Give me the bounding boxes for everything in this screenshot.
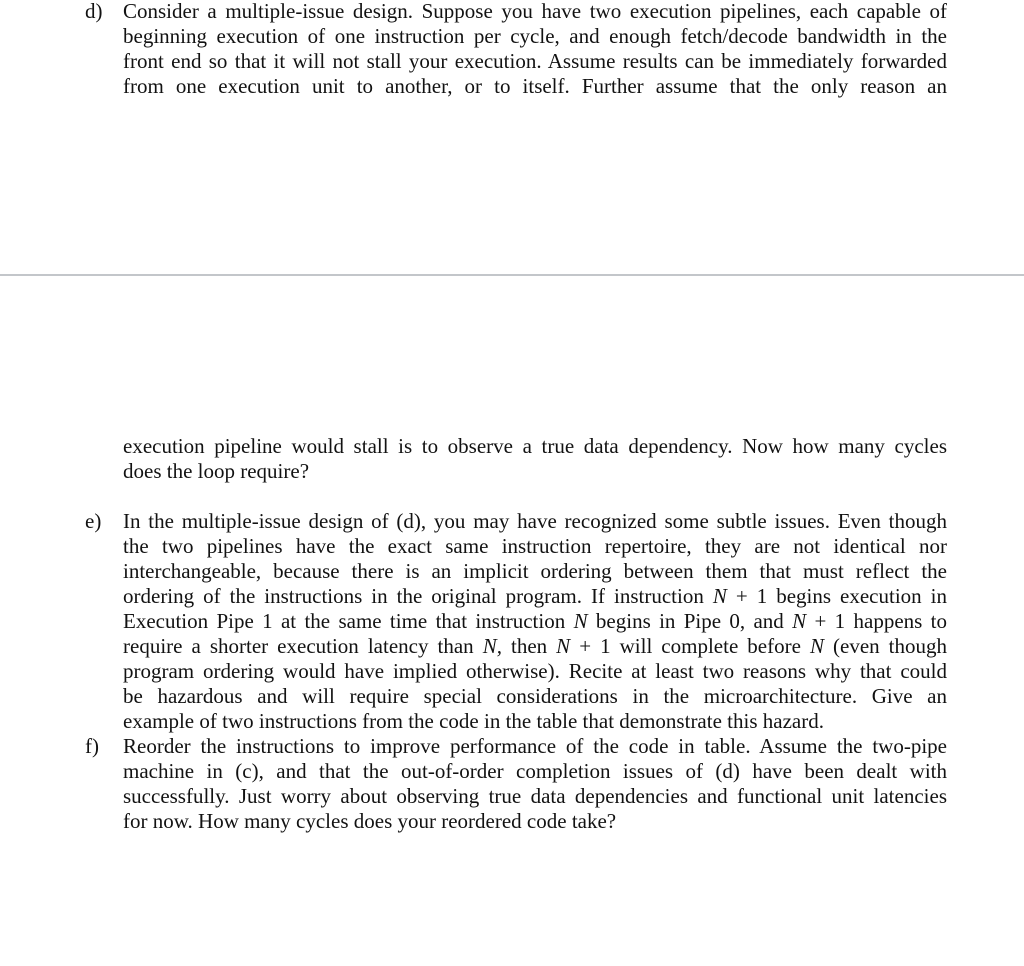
text-line: front end so that it will not stall your execution. Assume results can be immediately forwarded [123,49,947,73]
text-line: be hazardous and will require special considerations in the microarchitecture. Give an [123,684,947,708]
item-text [123,434,947,484]
text-line: from one execution unit to another, or to itself. Further assume that the only reason an [123,74,947,98]
text-line: ordering of the instructions in the original program. If instruction N + 1 begins execution in [123,584,947,608]
text-line: execution pipeline would stall is to observe a true data dependency. Now how many cycles [123,434,947,458]
text-line: beginning execution of one instruction per cycle, and enough fetch/decode bandwidth in the [123,24,947,48]
text-line: Reorder the instructions to improve performance of the code in table. Assume the two-pipe [123,734,947,758]
question-item-e [85,509,947,734]
page-bottom-region [85,434,947,834]
item-text [123,734,947,834]
text-line: successfully. Just worry about observing true data dependencies and functional unit latencies [123,784,947,808]
text-line: require a shorter execution latency than N, then N + 1 will complete before N (even though [123,634,947,658]
text-line: program ordering would have implied otherwise). Recite at least two reasons why that could [123,659,947,683]
page-separator-line [0,274,1024,276]
text-line: Consider a multiple-issue design. Suppose you have two execution pipelines, each capable of [123,0,947,23]
item-label: f) [85,734,99,758]
text-line: machine in (c), and that the out-of-order completion issues of (d) have been dealt with [123,759,947,783]
text-line: Execution Pipe 1 at the same time that instruction N begins in Pipe 0, and N + 1 happens to [123,609,947,633]
item-text [123,0,947,99]
question-item-d-part2 [85,434,947,484]
text-line: In the multiple-issue design of (d), you may have recognized some subtle issues. Even though [123,509,947,533]
item-text [123,509,947,734]
text-line: example of two instructions from the code in the table that demonstrate this hazard. [123,709,824,733]
page-top-region [85,0,947,99]
item-label: d) [85,0,103,23]
question-item-f [85,734,947,834]
question-item-d-part1 [85,0,947,99]
text-line: the two pipelines have the exact same instruction repertoire, they are not identical nor [123,534,947,558]
item-label: e) [85,509,102,533]
text-line: for now. How many cycles does your reordered code take? [123,809,617,833]
text-line: does the loop require? [123,459,310,483]
text-line: interchangeable, because there is an implicit ordering between them that must reflect the [123,559,947,583]
